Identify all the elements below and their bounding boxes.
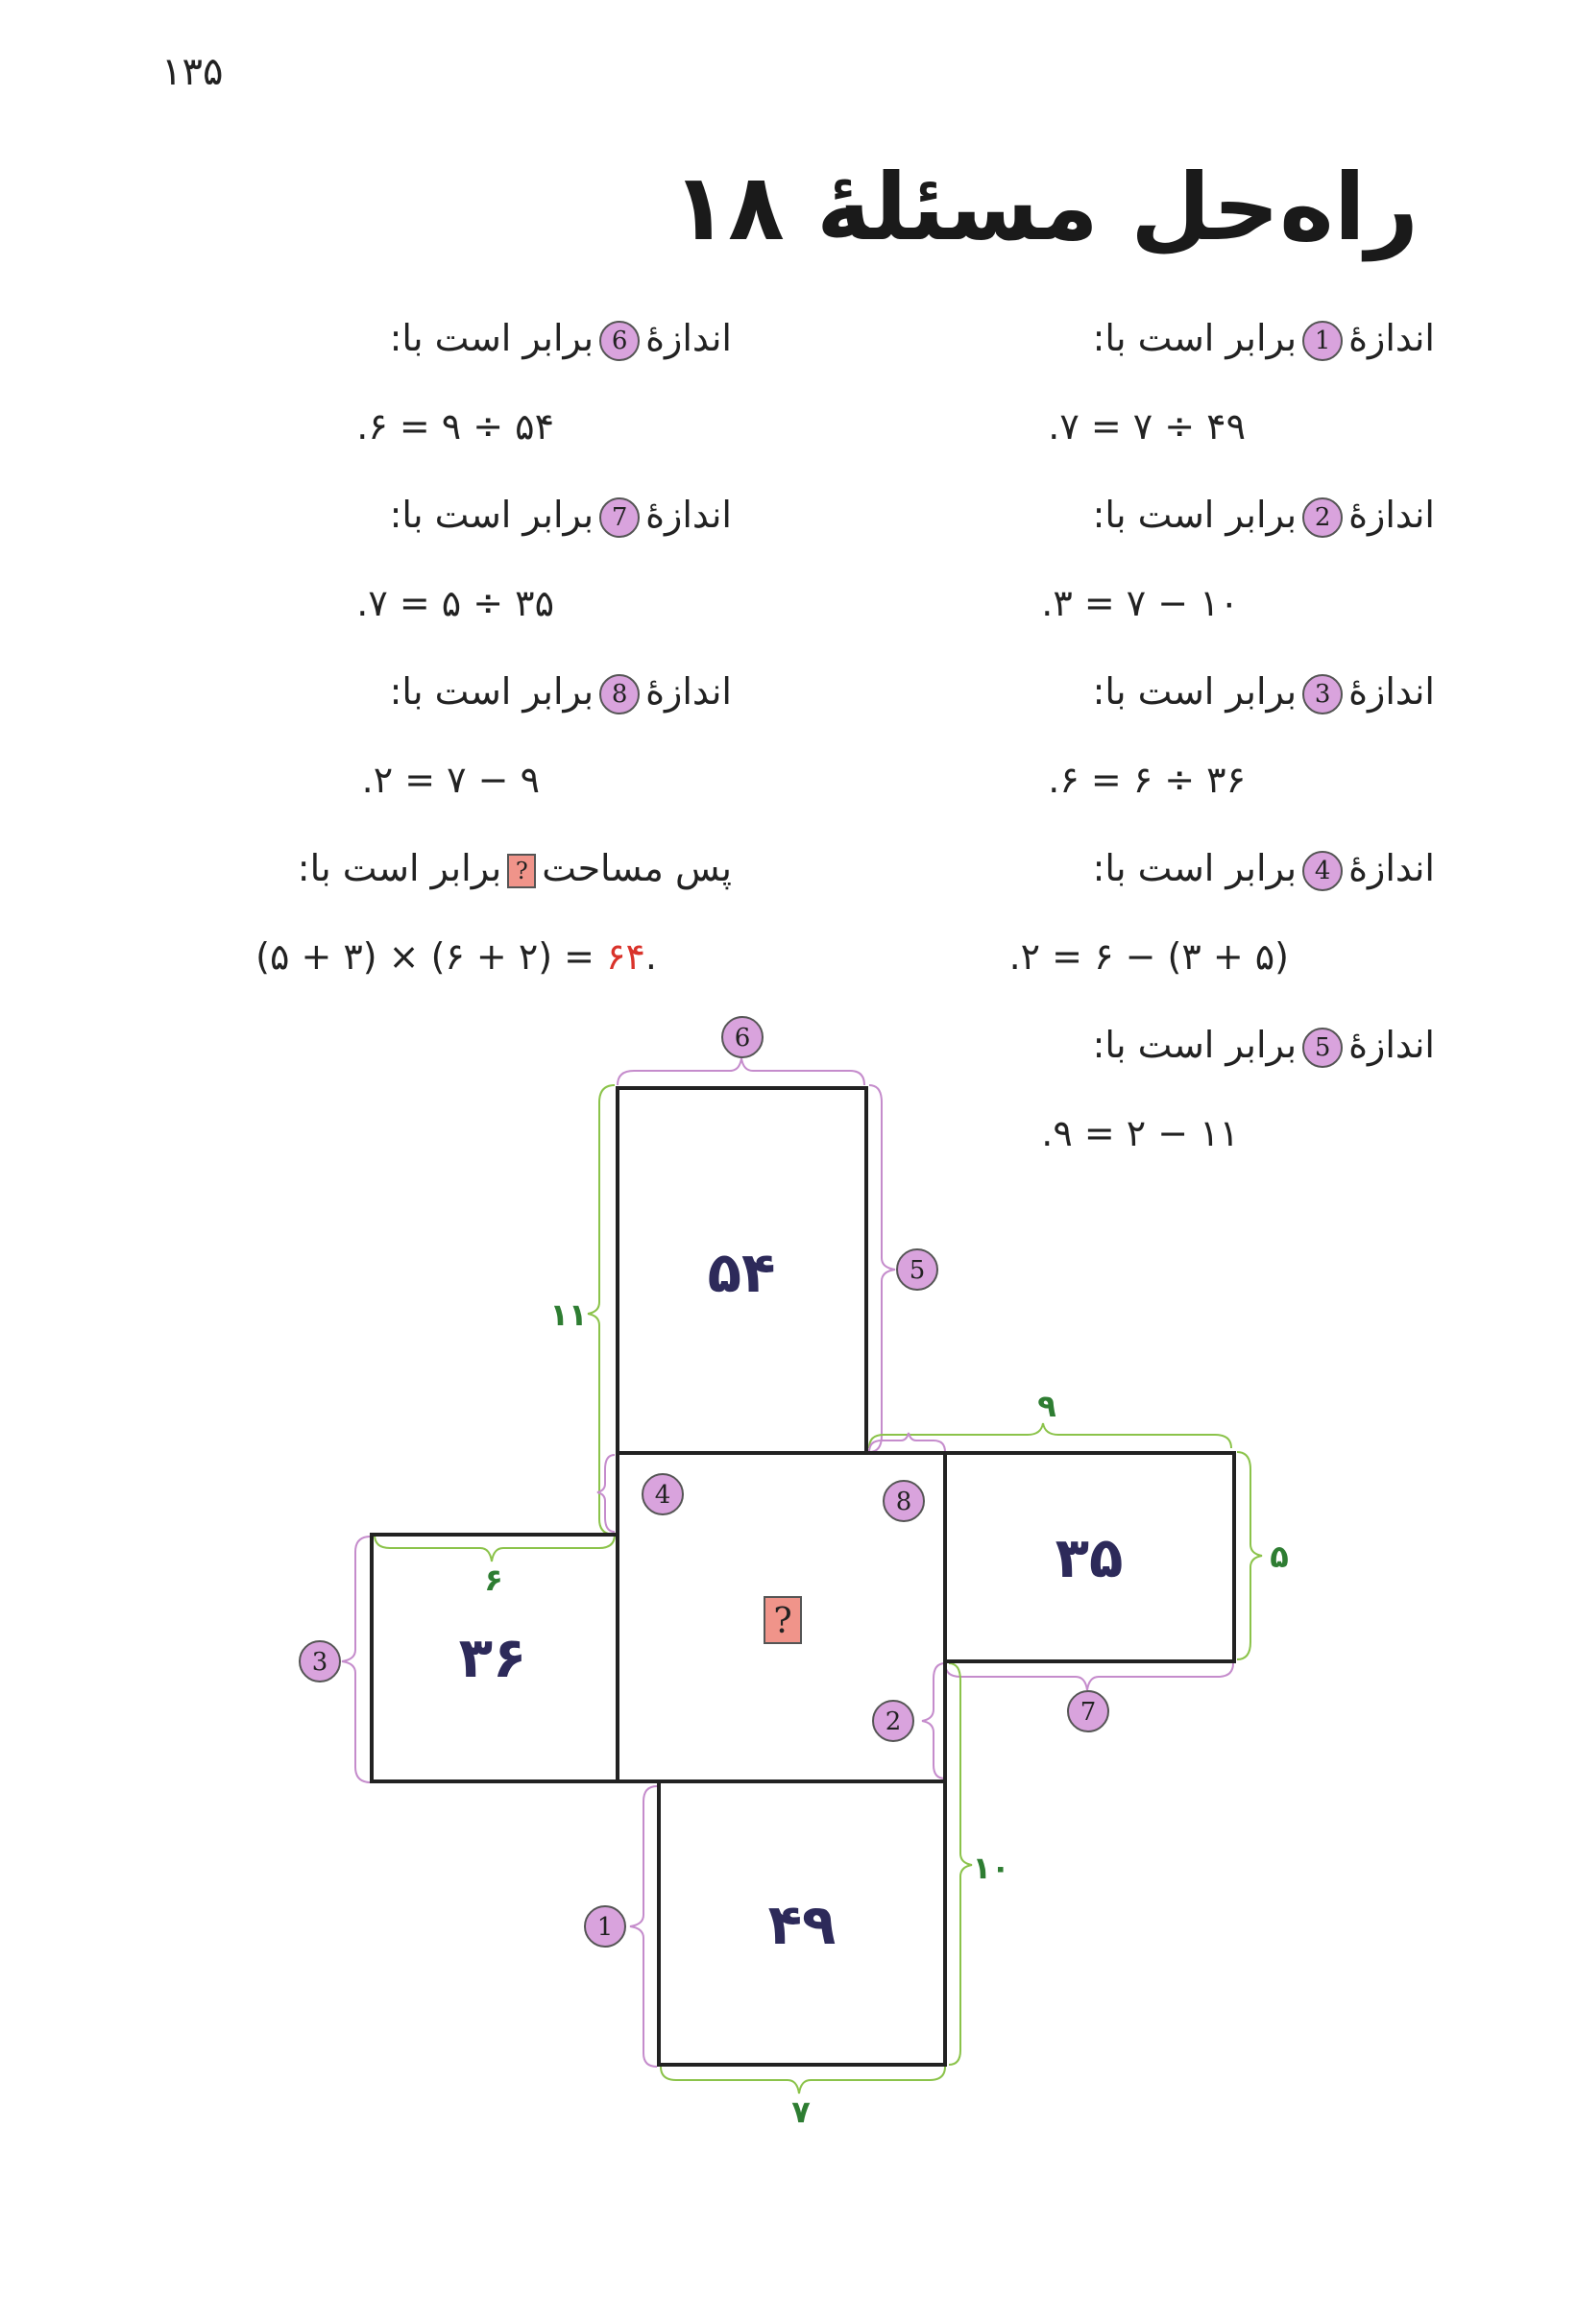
equation-3: ۳۶ ÷ ۶ = ۶.: [1048, 759, 1246, 801]
label-prefix: اندازهٔ: [1348, 1024, 1435, 1066]
area-prefix: پس مساحت: [542, 847, 732, 889]
diagram-badge-7-text: 7: [1080, 1698, 1097, 1727]
label-prefix: اندازهٔ: [645, 317, 732, 359]
label-prefix: اندازهٔ: [1348, 847, 1435, 889]
diagram-badge-5-text: 5: [909, 1256, 926, 1285]
diagram-badge-6-text: 6: [734, 1024, 751, 1053]
label-suffix: برابر است با:: [389, 494, 594, 536]
dim-nine: ۹: [1037, 1388, 1056, 1424]
brace-5: [869, 1085, 895, 1452]
brace-2: [922, 1663, 945, 1779]
dim-eleven: ۱۱: [549, 1296, 588, 1333]
brace-3: [342, 1537, 371, 1782]
label-suffix: برابر است با:: [1092, 494, 1298, 536]
diagram-badge-2-text: 2: [885, 1707, 902, 1736]
brace-11: [588, 1085, 615, 1535]
dim-ten: ۱۰: [972, 1850, 1010, 1886]
equation-2: ۱۰ − ۷ = ۳.: [1041, 582, 1239, 624]
final-expression: (۵ + ۳) × (۶ + ۲) =: [255, 935, 594, 978]
label-suffix: برابر است با:: [1092, 670, 1298, 713]
final-result: ۶۴: [606, 935, 645, 978]
equation-5: ۱۱ − ۲ = ۹.: [1041, 1112, 1239, 1154]
label-prefix: اندازهٔ: [645, 670, 732, 713]
equation-7: ۳۵ ÷ ۵ = ۷.: [356, 582, 554, 624]
page-title: راه‌حل مسئلهٔ ۱۸: [671, 154, 1419, 261]
brace-10: [949, 1663, 972, 2065]
badge-1-icon: 1: [1302, 321, 1343, 361]
badge-8-icon: 8: [599, 674, 640, 714]
label-prefix: اندازهٔ: [645, 494, 732, 536]
dim-six: ۶: [484, 1561, 503, 1598]
diagram-badge-4-text: 4: [654, 1481, 671, 1510]
diagram-badge-3-text: 3: [311, 1648, 328, 1677]
label-suffix: برابر است با:: [389, 670, 594, 713]
badge-7-icon: 7: [599, 497, 640, 538]
area-left: ۳۶: [458, 1625, 527, 1690]
badge-6-icon: 6: [599, 321, 640, 361]
brace-5-right: [1237, 1452, 1262, 1659]
question-box-icon: ?: [507, 854, 536, 888]
label-prefix: اندازهٔ: [1348, 670, 1435, 713]
equation-1: ۴۹ ÷ ۷ = ۷.: [1048, 405, 1246, 448]
badge-2-icon: 2: [1302, 497, 1343, 538]
area-top: ۵۴: [707, 1240, 776, 1305]
area-bottom: ۴۹: [767, 1892, 837, 1957]
label-suffix: برابر است با:: [389, 317, 594, 359]
equation-6: ۵۴ ÷ ۹ = ۶.: [356, 405, 554, 448]
brace-7: [945, 1663, 1233, 1690]
area-right: ۳۵: [1055, 1525, 1124, 1590]
label-prefix: اندازهٔ: [1348, 494, 1435, 536]
badge-5-icon: 5: [1302, 1028, 1343, 1068]
label-suffix: برابر است با:: [1092, 1024, 1298, 1066]
equation-8: ۹ − ۷ = ۲.: [361, 759, 540, 801]
label-suffix: برابر است با:: [1092, 317, 1298, 359]
brace-6-left: [375, 1535, 615, 1561]
dim-seven: ۷: [791, 2094, 811, 2130]
brace-7-bottom: [661, 2067, 945, 2094]
label-prefix: اندازهٔ: [1348, 317, 1435, 359]
final-end: .: [644, 935, 657, 978]
equation-4: (۵ + ۳) − ۶ = ۲.: [1008, 935, 1289, 978]
label-suffix: برابر است با:: [1092, 847, 1298, 889]
brace-6: [618, 1058, 864, 1085]
dim-five: ۵: [1270, 1538, 1289, 1575]
diagram-badge-8-text: 8: [895, 1488, 912, 1516]
badge-4-icon: 4: [1302, 851, 1343, 891]
page-number: ۱۳۵: [161, 50, 224, 94]
badge-3-icon: 3: [1302, 674, 1343, 714]
center-question-mark: ?: [773, 1602, 792, 1641]
area-suffix: برابر است با:: [297, 847, 502, 889]
brace-9: [869, 1423, 1231, 1448]
brace-1: [630, 1786, 657, 2067]
diagram-badge-1-text: 1: [596, 1913, 614, 1942]
